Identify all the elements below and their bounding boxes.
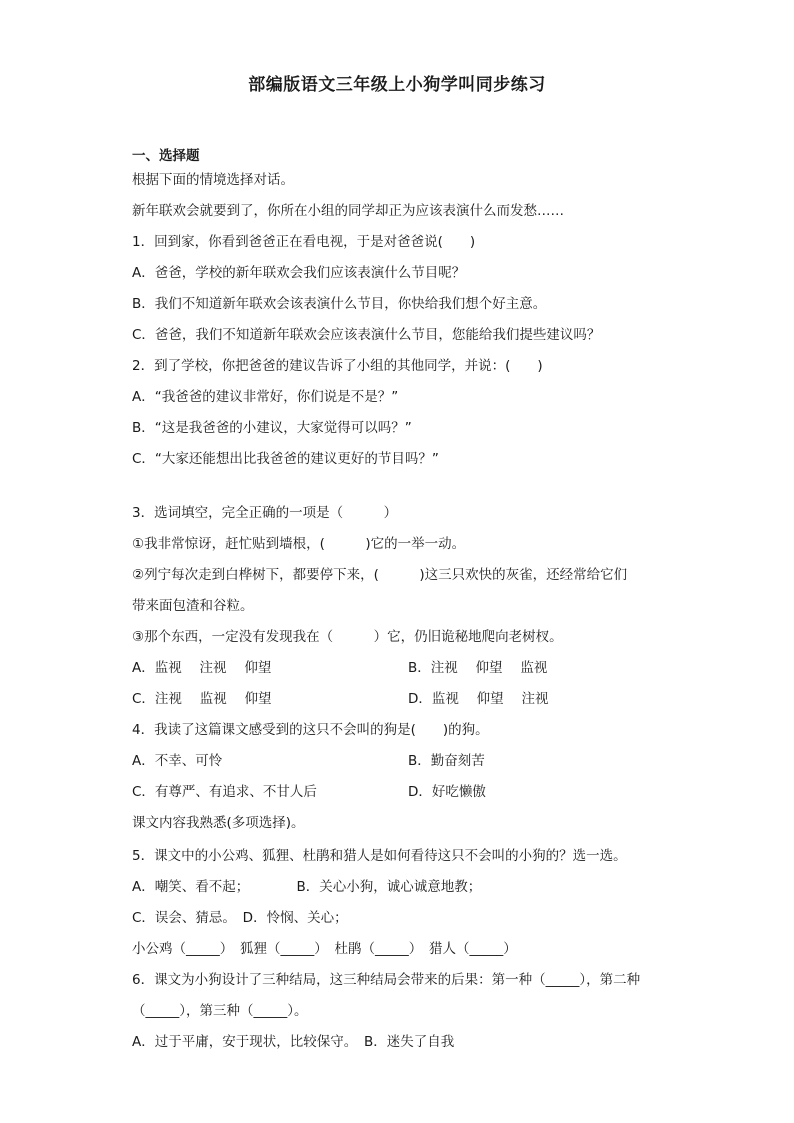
question-4-option-b: B．勤奋刻苦 — [408, 753, 485, 769]
instruction: 根据下面的情境选择对话。 — [132, 172, 294, 188]
question-3-stem: 3．选词填空，完全正确的一项是（ ） — [132, 505, 398, 521]
question-3-sentence-2: ②列宁每次走到白桦树下，都要停下来，( )这三只欢快的灰雀，还经常给它们 — [132, 567, 628, 583]
question-4-option-d: D．好吃懒傲 — [408, 784, 486, 800]
section-heading: 一、选择题 — [132, 148, 200, 164]
question-6-stem: 6．课文为小狗设计了三种结局，这三种结局会带来的后果：第一种（_____），第二种 — [132, 972, 641, 988]
question-5-options-ab: A．嘲笑、看不起； B．关心小狗，诚心诚意地教； — [132, 879, 482, 895]
question-4-option-c: C．有尊严、有追求、不甘人后 — [132, 784, 317, 800]
question-3-sentence-1: ①我非常惊讶，赶忙贴到墙根，( )它的一举一动。 — [132, 536, 466, 552]
page-title: 部编版语文三年级上小狗学叫同步练习 — [248, 75, 546, 95]
question-6-options-ab: A．过于平庸，安于现状，比较保守。 B．迷失了自我 — [132, 1034, 455, 1050]
question-3-option-b: B．注视 仰望 监视 — [408, 660, 548, 676]
question-5-stem: 5．课文中的小公鸡、狐狸、杜鹃和猎人是如何看待这只不会叫的小狗的？选一选。 — [132, 848, 627, 864]
section-2-heading: 课文内容我熟悉(多项选择)。 — [132, 815, 305, 831]
question-1-option-b: B．我们不知道新年联欢会该表演什么节目，你快给我们想个好主意。 — [132, 296, 547, 312]
question-1-stem: 1．回到家，你看到爸爸正在看电视，于是对爸爸说( ) — [132, 234, 476, 250]
scenario-text: 新年联欢会就要到了，你所在小组的同学却正为应该表演什么而发愁…… — [132, 203, 564, 219]
question-6-stem-cont: （_____），第三种（_____）。 — [132, 1003, 308, 1019]
question-4-stem: 4．我读了这篇课文感受到的这只不会叫的狗是( )的狗。 — [132, 722, 489, 738]
question-3-option-a: A．监视 注视 仰望 — [132, 660, 272, 676]
question-2-stem: 2．到了学校，你把爸爸的建议告诉了小组的其他同学，并说：( ) — [132, 358, 543, 374]
question-3-sentence-3: ③那个东西，一定没有发现我在（ ）它，仍旧诡秘地爬向老树杈。 — [132, 629, 563, 645]
question-3-sentence-2-cont: 带来面包渣和谷粒。 — [132, 598, 254, 614]
question-2-option-c: C．“大家还能想出比我爸爸的建议更好的节目吗？” — [132, 451, 439, 467]
question-5-options-cd: C．误会、猜忌。 D．怜悯、关心； — [132, 910, 348, 926]
question-3-option-c: C．注视 监视 仰望 — [132, 691, 272, 707]
question-4-option-a: A．不幸、可怜 — [132, 753, 223, 769]
question-3-option-d: D．监视 仰望 注视 — [408, 691, 549, 707]
question-2-option-a: A．“我爸爸的建议非常好，你们说是不是？” — [132, 389, 399, 405]
question-1-option-a: A．爸爸，学校的新年联欢会我们应该表演什么节目呢？ — [132, 265, 466, 281]
question-1-option-c: C．爸爸，我们不知道新年联欢会应该表演什么节目，您能给我们提些建议吗？ — [132, 327, 601, 343]
question-2-option-b: B．“这是我爸爸的小建议，大家觉得可以吗？” — [132, 420, 412, 436]
question-5-fill-blanks: 小公鸡（_____） 狐狸（_____） 杜鹃（_____） 猎人（_____） — [132, 941, 517, 957]
